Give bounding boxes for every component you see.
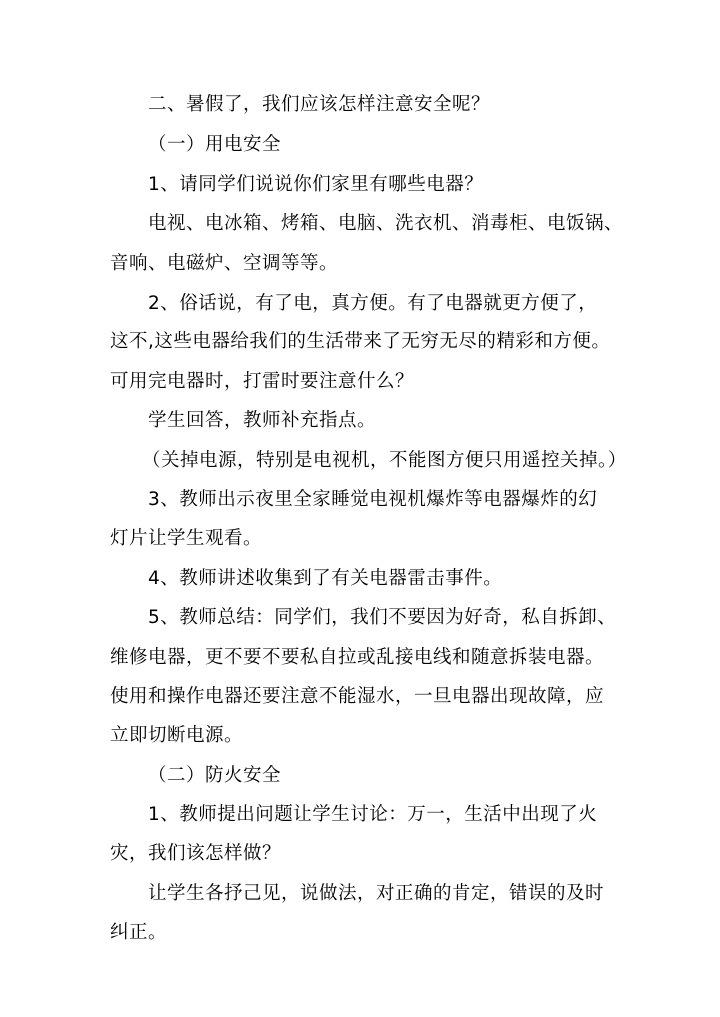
paragraph-line: 5、教师总结：同学们，我们不要因为好奇，私自拆卸、 xyxy=(148,607,617,628)
paragraph-line: 1、请同学们说说你们家里有哪些电器？ xyxy=(148,174,484,195)
paragraph-line: 可用完电器时，打雷时要注意什么？ xyxy=(110,371,415,392)
section-heading: 二、暑假了，我们应该怎样注意安全呢？ xyxy=(148,94,491,115)
paragraph-line: 立即切断电源。 xyxy=(110,725,244,746)
paragraph-line: 灯片让学生观看。 xyxy=(110,528,263,549)
paragraph-line: 维修电器，更不要不要私自拉或乱接电线和随意拆装电器。 xyxy=(110,647,605,668)
paragraph-line: 2、俗话说，有了电，真方便。有了电器就更方便了， xyxy=(148,293,598,314)
paragraph-line: （关掉电源，特别是电视机，不能图方便只用遥控关掉。） xyxy=(142,450,627,471)
paragraph-line: 纠正。 xyxy=(110,922,168,943)
subsection-heading-electricity: （一）用电安全 xyxy=(148,134,282,155)
paragraph-line: 学生回答，教师补充指点。 xyxy=(148,410,377,431)
subsection-heading-fire: （二）防火安全 xyxy=(148,765,282,786)
paragraph-line: 让学生各抒己见，说做法，对正确的肯定，错误的及时 xyxy=(148,883,605,904)
paragraph-line: 电视、电冰箱、烤箱、电脑、洗衣机、消毒柜、电饭锅、 xyxy=(148,213,624,234)
paragraph-line: 这不,这些电器给我们的生活带来了无穷无尽的精彩和方便。 xyxy=(110,331,611,352)
paragraph-line: 使用和操作电器还要注意不能湿水，一旦电器出现故障，应 xyxy=(110,686,605,707)
paragraph-line: 4、教师讲述收集到了有关电器雷击事件。 xyxy=(148,568,503,589)
paragraph-line: 3、教师出示夜里全家睡觉电视机爆炸等电器爆炸的幻 xyxy=(148,489,598,510)
paragraph-line: 1、教师提出问题让学生讨论：万一，生活中出现了火 xyxy=(148,804,598,825)
paragraph-line: 灾，我们该怎样做？ xyxy=(110,843,282,864)
paragraph-line: 音响、电磁炉、空调等等。 xyxy=(110,253,339,274)
